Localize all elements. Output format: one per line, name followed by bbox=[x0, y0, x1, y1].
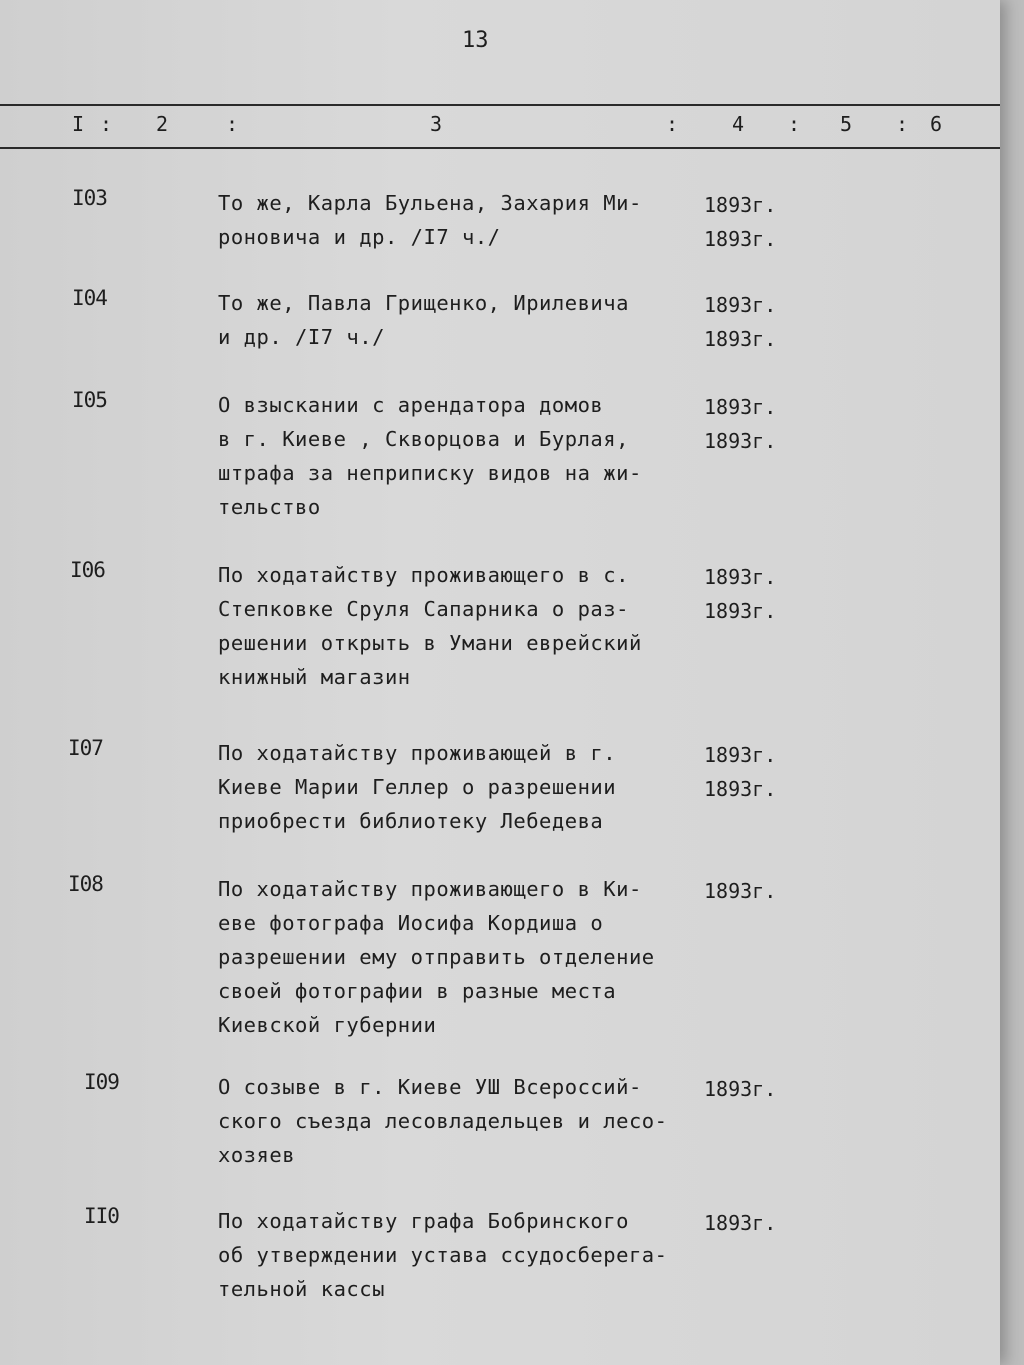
description-line: об утверждении устава ссудосберега- bbox=[218, 1243, 668, 1267]
header-separator: : bbox=[896, 112, 909, 136]
entry-dates bbox=[704, 390, 784, 458]
start-date: 1893г. bbox=[704, 193, 777, 217]
description-line: и др. /I7 ч./ bbox=[218, 325, 385, 349]
entry-number: I03 bbox=[72, 186, 107, 210]
description-line: По ходатайству проживающего в с. bbox=[218, 563, 629, 587]
description-line: Киевской губернии bbox=[218, 1013, 437, 1037]
header-col-2: 2 bbox=[156, 112, 169, 136]
entry-dates bbox=[704, 560, 784, 628]
description-line: разрешении ему отправить отделение bbox=[218, 945, 655, 969]
header-col-5: 5 bbox=[840, 112, 853, 136]
header-col-3: 3 bbox=[430, 112, 443, 136]
header-col-6: 6 bbox=[930, 112, 943, 136]
description-line: О взыскании с арендатора домов bbox=[218, 393, 604, 417]
header-col-4: 4 bbox=[732, 112, 745, 136]
entry-number: I08 bbox=[68, 872, 103, 896]
entry-description bbox=[218, 286, 698, 354]
description-line: Киеве Марии Геллер о разрешении bbox=[218, 775, 617, 799]
description-line: хозяев bbox=[218, 1143, 296, 1167]
entry-dates bbox=[704, 874, 784, 908]
description-line: тельство bbox=[218, 495, 321, 519]
end-date: 1893г. bbox=[704, 227, 777, 251]
entry-number: I07 bbox=[68, 736, 103, 760]
start-date: 1893г. bbox=[704, 565, 777, 589]
entry-description bbox=[218, 186, 698, 254]
end-date: 1893г. bbox=[704, 777, 777, 801]
description-line: То же, Карла Бульена, Захария Ми- bbox=[218, 191, 642, 215]
description-line: книжный магазин bbox=[218, 665, 411, 689]
start-date: 1893г. bbox=[704, 293, 777, 317]
description-line: То же, Павла Грищенко, Ирилевича bbox=[218, 291, 629, 315]
header-bottom-rule bbox=[0, 147, 1000, 149]
description-line: еве фотографа Иосифа Кордиша о bbox=[218, 911, 604, 935]
entry-dates bbox=[704, 738, 784, 806]
description-line: решении открыть в Умани еврейский bbox=[218, 631, 642, 655]
description-line: По ходатайству проживающей в г. bbox=[218, 741, 617, 765]
entry-dates bbox=[704, 1206, 784, 1240]
description-line: своей фотографии в разные места bbox=[218, 979, 617, 1003]
entry-dates bbox=[704, 1072, 784, 1106]
entry-description bbox=[218, 388, 698, 524]
description-line: Степковке Сруля Сапарника о раз- bbox=[218, 597, 629, 621]
header-separator: : bbox=[100, 112, 113, 136]
entry-number: II0 bbox=[84, 1204, 119, 1228]
entry-dates bbox=[704, 288, 784, 356]
header-separator: : bbox=[666, 112, 679, 136]
description-line: ского съезда лесовладельцев и лесо- bbox=[218, 1109, 668, 1133]
description-line: По ходатайству графа Бобринского bbox=[218, 1209, 629, 1233]
description-line: По ходатайству проживающего в Ки- bbox=[218, 877, 642, 901]
entry-description bbox=[218, 736, 698, 838]
end-date: 1893г. bbox=[704, 429, 777, 453]
description-line: тельной кассы bbox=[218, 1277, 385, 1301]
header-top-rule bbox=[0, 104, 1000, 106]
entry-description bbox=[218, 1204, 698, 1306]
entry-dates bbox=[704, 188, 784, 256]
start-date: 1893г. bbox=[704, 1077, 777, 1101]
entry-number: I05 bbox=[72, 388, 107, 412]
description-line: в г. Киеве , Скворцова и Бурлая, bbox=[218, 427, 629, 451]
page-number: 13 bbox=[462, 28, 489, 53]
header-separator: : bbox=[226, 112, 239, 136]
start-date: 1893г. bbox=[704, 395, 777, 419]
entry-number: I09 bbox=[84, 1070, 119, 1094]
start-date: 1893г. bbox=[704, 1211, 777, 1235]
start-date: 1893г. bbox=[704, 879, 777, 903]
header-separator: : bbox=[788, 112, 801, 136]
description-line: приобрести библиотеку Лебедева bbox=[218, 809, 604, 833]
entry-description bbox=[218, 558, 698, 694]
description-line: О созыве в г. Киеве УШ Всероссий- bbox=[218, 1075, 642, 1099]
end-date: 1893г. bbox=[704, 327, 777, 351]
entry-number: I04 bbox=[72, 286, 107, 310]
entry-description bbox=[218, 872, 698, 1042]
header-col-1: I bbox=[72, 112, 85, 136]
description-line: штрафа за неприписку видов на жи- bbox=[218, 461, 642, 485]
entry-description bbox=[218, 1070, 698, 1172]
start-date: 1893г. bbox=[704, 743, 777, 767]
description-line: роновича и др. /I7 ч./ bbox=[218, 225, 501, 249]
end-date: 1893г. bbox=[704, 599, 777, 623]
entry-number: I06 bbox=[70, 558, 105, 582]
